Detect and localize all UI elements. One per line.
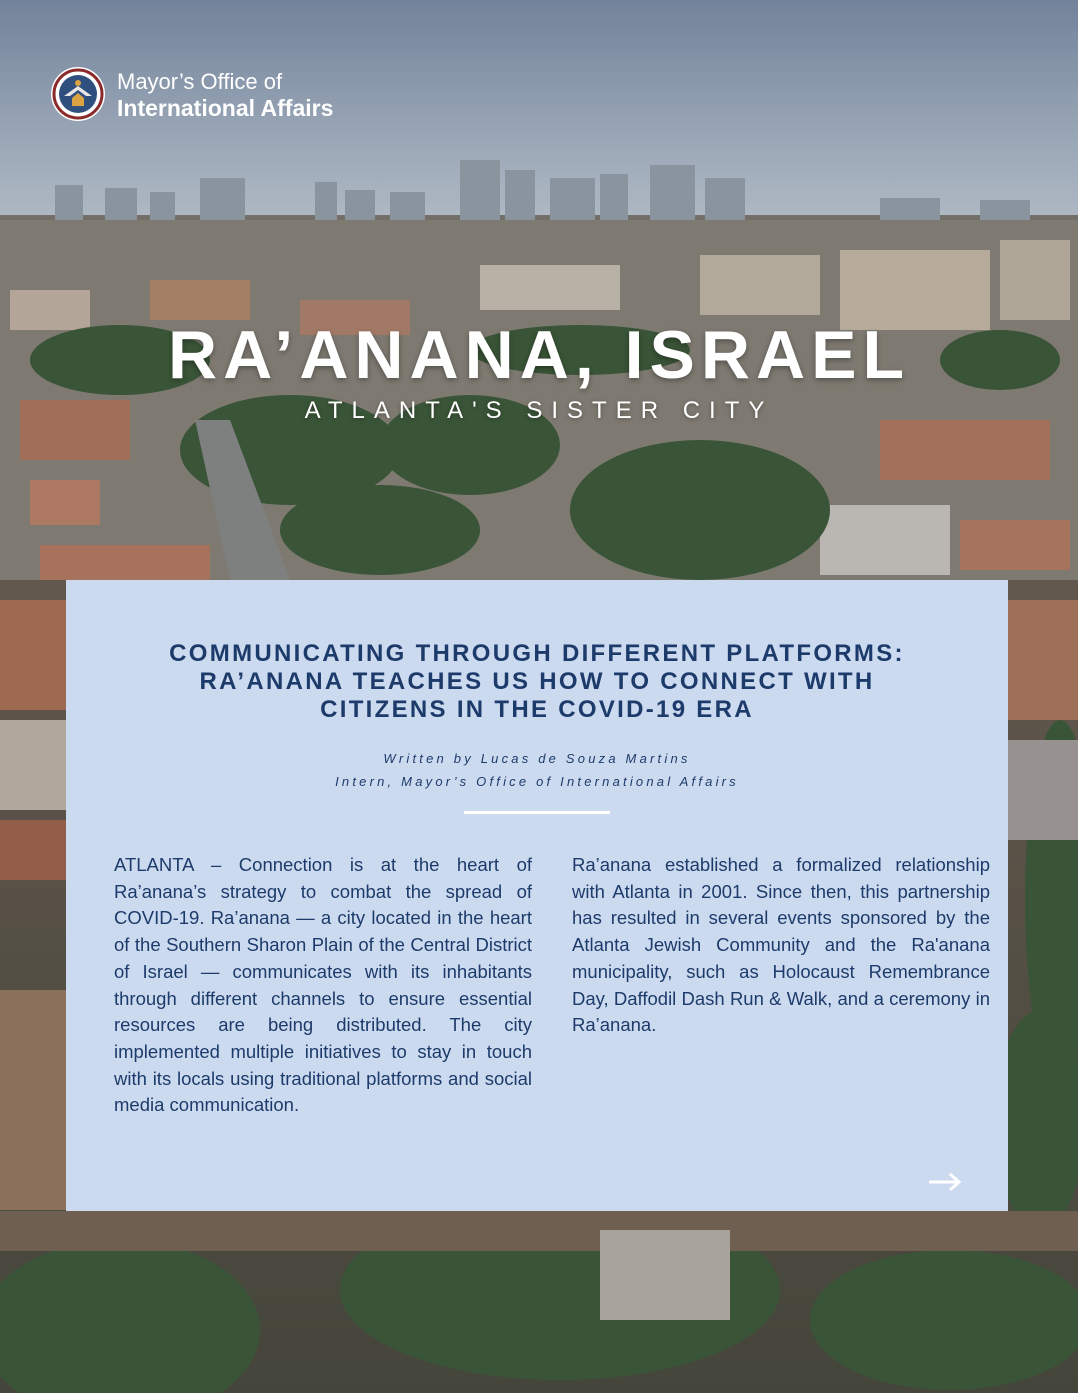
headline-line-3: CITIZENS IN THE COVID-19 ERA — [320, 696, 754, 723]
headline-line-1: COMMUNICATING THROUGH DIFFERENT PLATFORMS: — [169, 640, 905, 667]
city-of-atlanta-seal-icon — [50, 66, 106, 122]
sister-city-subtitle: ATLANTA'S SISTER CITY — [304, 397, 774, 424]
office-name — [117, 68, 333, 122]
body-column-left: ATLANTA – Connection is at the heart of Ra’anana’s strategy to combat the spread of COVID-19. Ra’anana — a city located in the heart of the Southern Sharon Plain of the Central District of Israel — communicates with its inhabitants through different channels to ensure essential resources are being distributed. The city implemented multiple initiatives to stay in touch with its locals using traditional platforms and social media communication. — [114, 854, 532, 1116]
divider — [464, 811, 610, 814]
arrow-right-icon[interactable] — [928, 1172, 962, 1192]
article-headline — [106, 640, 968, 724]
byline-role: Intern, Mayor’s Office of International Affairs — [335, 774, 739, 789]
office-name-line1: Mayor’s Office of — [117, 69, 283, 94]
headline-line-2: RA’ANANA TEACHES US HOW TO CONNECT WITH — [199, 668, 875, 695]
city-title: RA’ANANA, ISRAEL — [167, 317, 911, 393]
byline-author: Written by Lucas de Souza Martins — [383, 751, 691, 766]
office-name-line2: International Affairs — [117, 95, 334, 121]
article-card — [66, 580, 1008, 1211]
byline — [106, 747, 968, 793]
body-column-right: Ra’anana established a formalized relationship with Atlanta in 2001. Since then, this partnership has resulted in several events sponsored by the Atlanta Jewish Community and the Ra'anana municipality, such as Holocaust Remembrance Day, Daffodil Dash Run & Walk, and a ceremony in Ra’anana. — [572, 854, 990, 1036]
